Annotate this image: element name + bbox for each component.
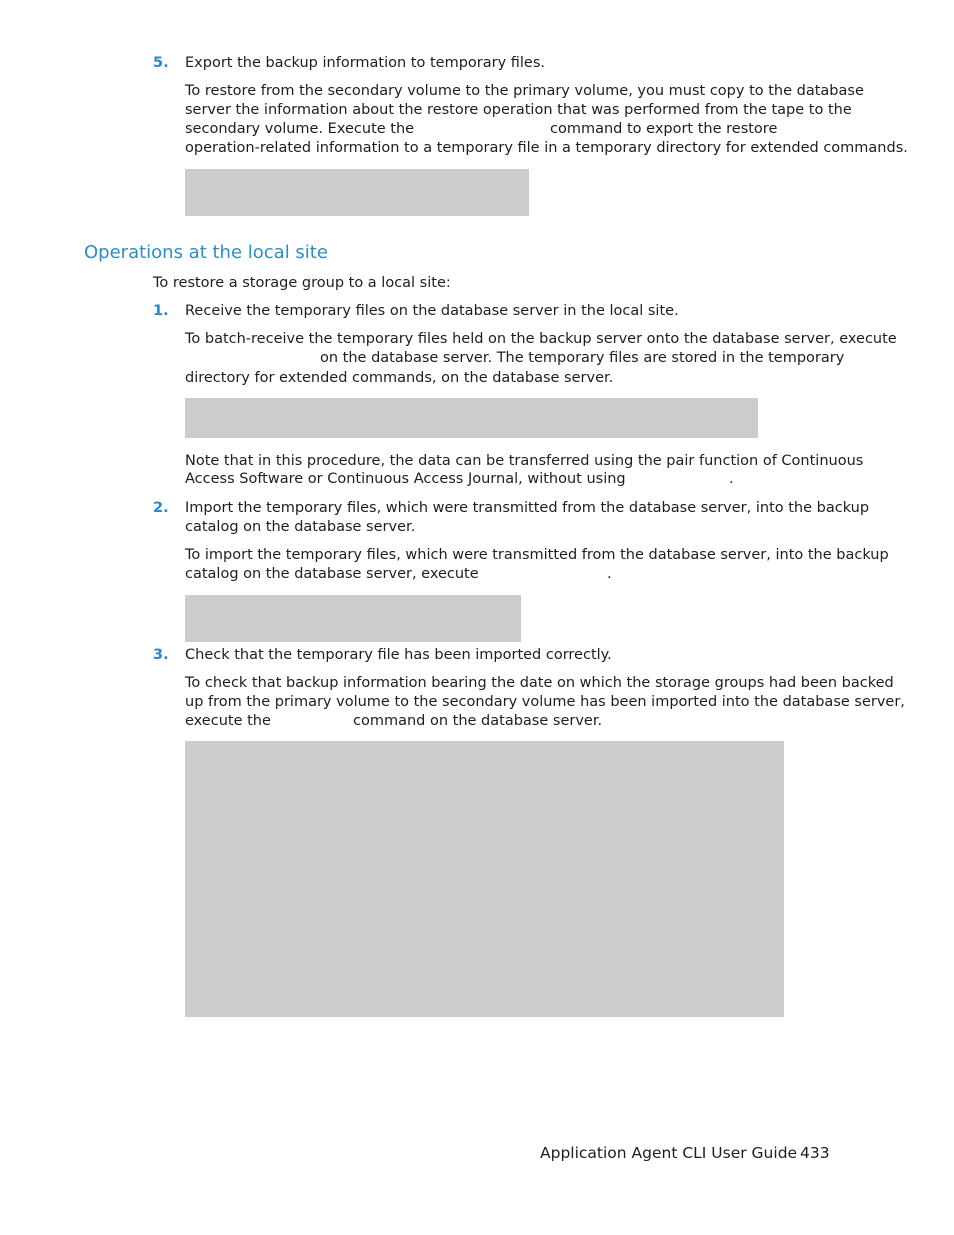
paragraph-line: . [607,566,612,582]
paragraph-line: To check that backup information bearing the date on which the storage groups had been backed [185,675,894,691]
code-block [185,741,784,1017]
section-heading: Operations at the local site [84,242,328,263]
paragraph-line: To import the temporary files, which were transmitted from the database server, into the backup [185,547,889,563]
step-title: Export the backup information to temporary files. [185,55,546,71]
paragraph-line: server the information about the restore operation that was performed from the tape to the [185,102,852,118]
step-number: 3. [153,647,169,663]
paragraph-line: command on the database server. [353,713,603,729]
paragraph-line: command to export the restore [550,121,778,137]
paragraph-line: up from the primary volume to the secondary volume has been imported into the database server, [185,694,905,710]
step-number: 2. [153,500,169,516]
paragraph-line: operation-related information to a temporary file in a temporary directory for extended commands. [185,140,908,156]
page-number: 433 [800,1144,830,1162]
paragraph-line: To batch-receive the temporary files held on the backup server onto the database server, execute [185,331,897,347]
paragraph-line: catalog on the database server, execute [185,566,479,582]
paragraph-line: To restore from the secondary volume to the primary volume, you must copy to the database [185,83,864,99]
paragraph-line: on the database server. The temporary files are stored in the temporary [320,350,845,366]
code-block [185,169,529,216]
step-title: Receive the temporary files on the database server in the local site. [185,303,679,319]
paragraph-line: execute the [185,713,271,729]
paragraph-line: directory for extended commands, on the database server. [185,370,614,386]
step-title: catalog on the database server. [185,519,416,535]
footer-guide-title: Application Agent CLI User Guide [540,1144,798,1162]
code-block [185,398,758,438]
step-number: 5. [153,55,169,71]
note-line: Access Software or Continuous Access Journal, without using [185,471,626,487]
section-intro: To restore a storage group to a local site: [153,275,451,291]
note-line: . [729,471,734,487]
step-number: 1. [153,303,169,319]
paragraph-line: secondary volume. Execute the [185,121,415,137]
step-title: Check that the temporary file has been imported correctly. [185,647,612,663]
step-title: Import the temporary files, which were transmitted from the database server, into the backup [185,500,870,516]
code-block [185,595,521,642]
note-line: Note that in this procedure, the data can be transferred using the pair function of Continuous [185,453,864,469]
